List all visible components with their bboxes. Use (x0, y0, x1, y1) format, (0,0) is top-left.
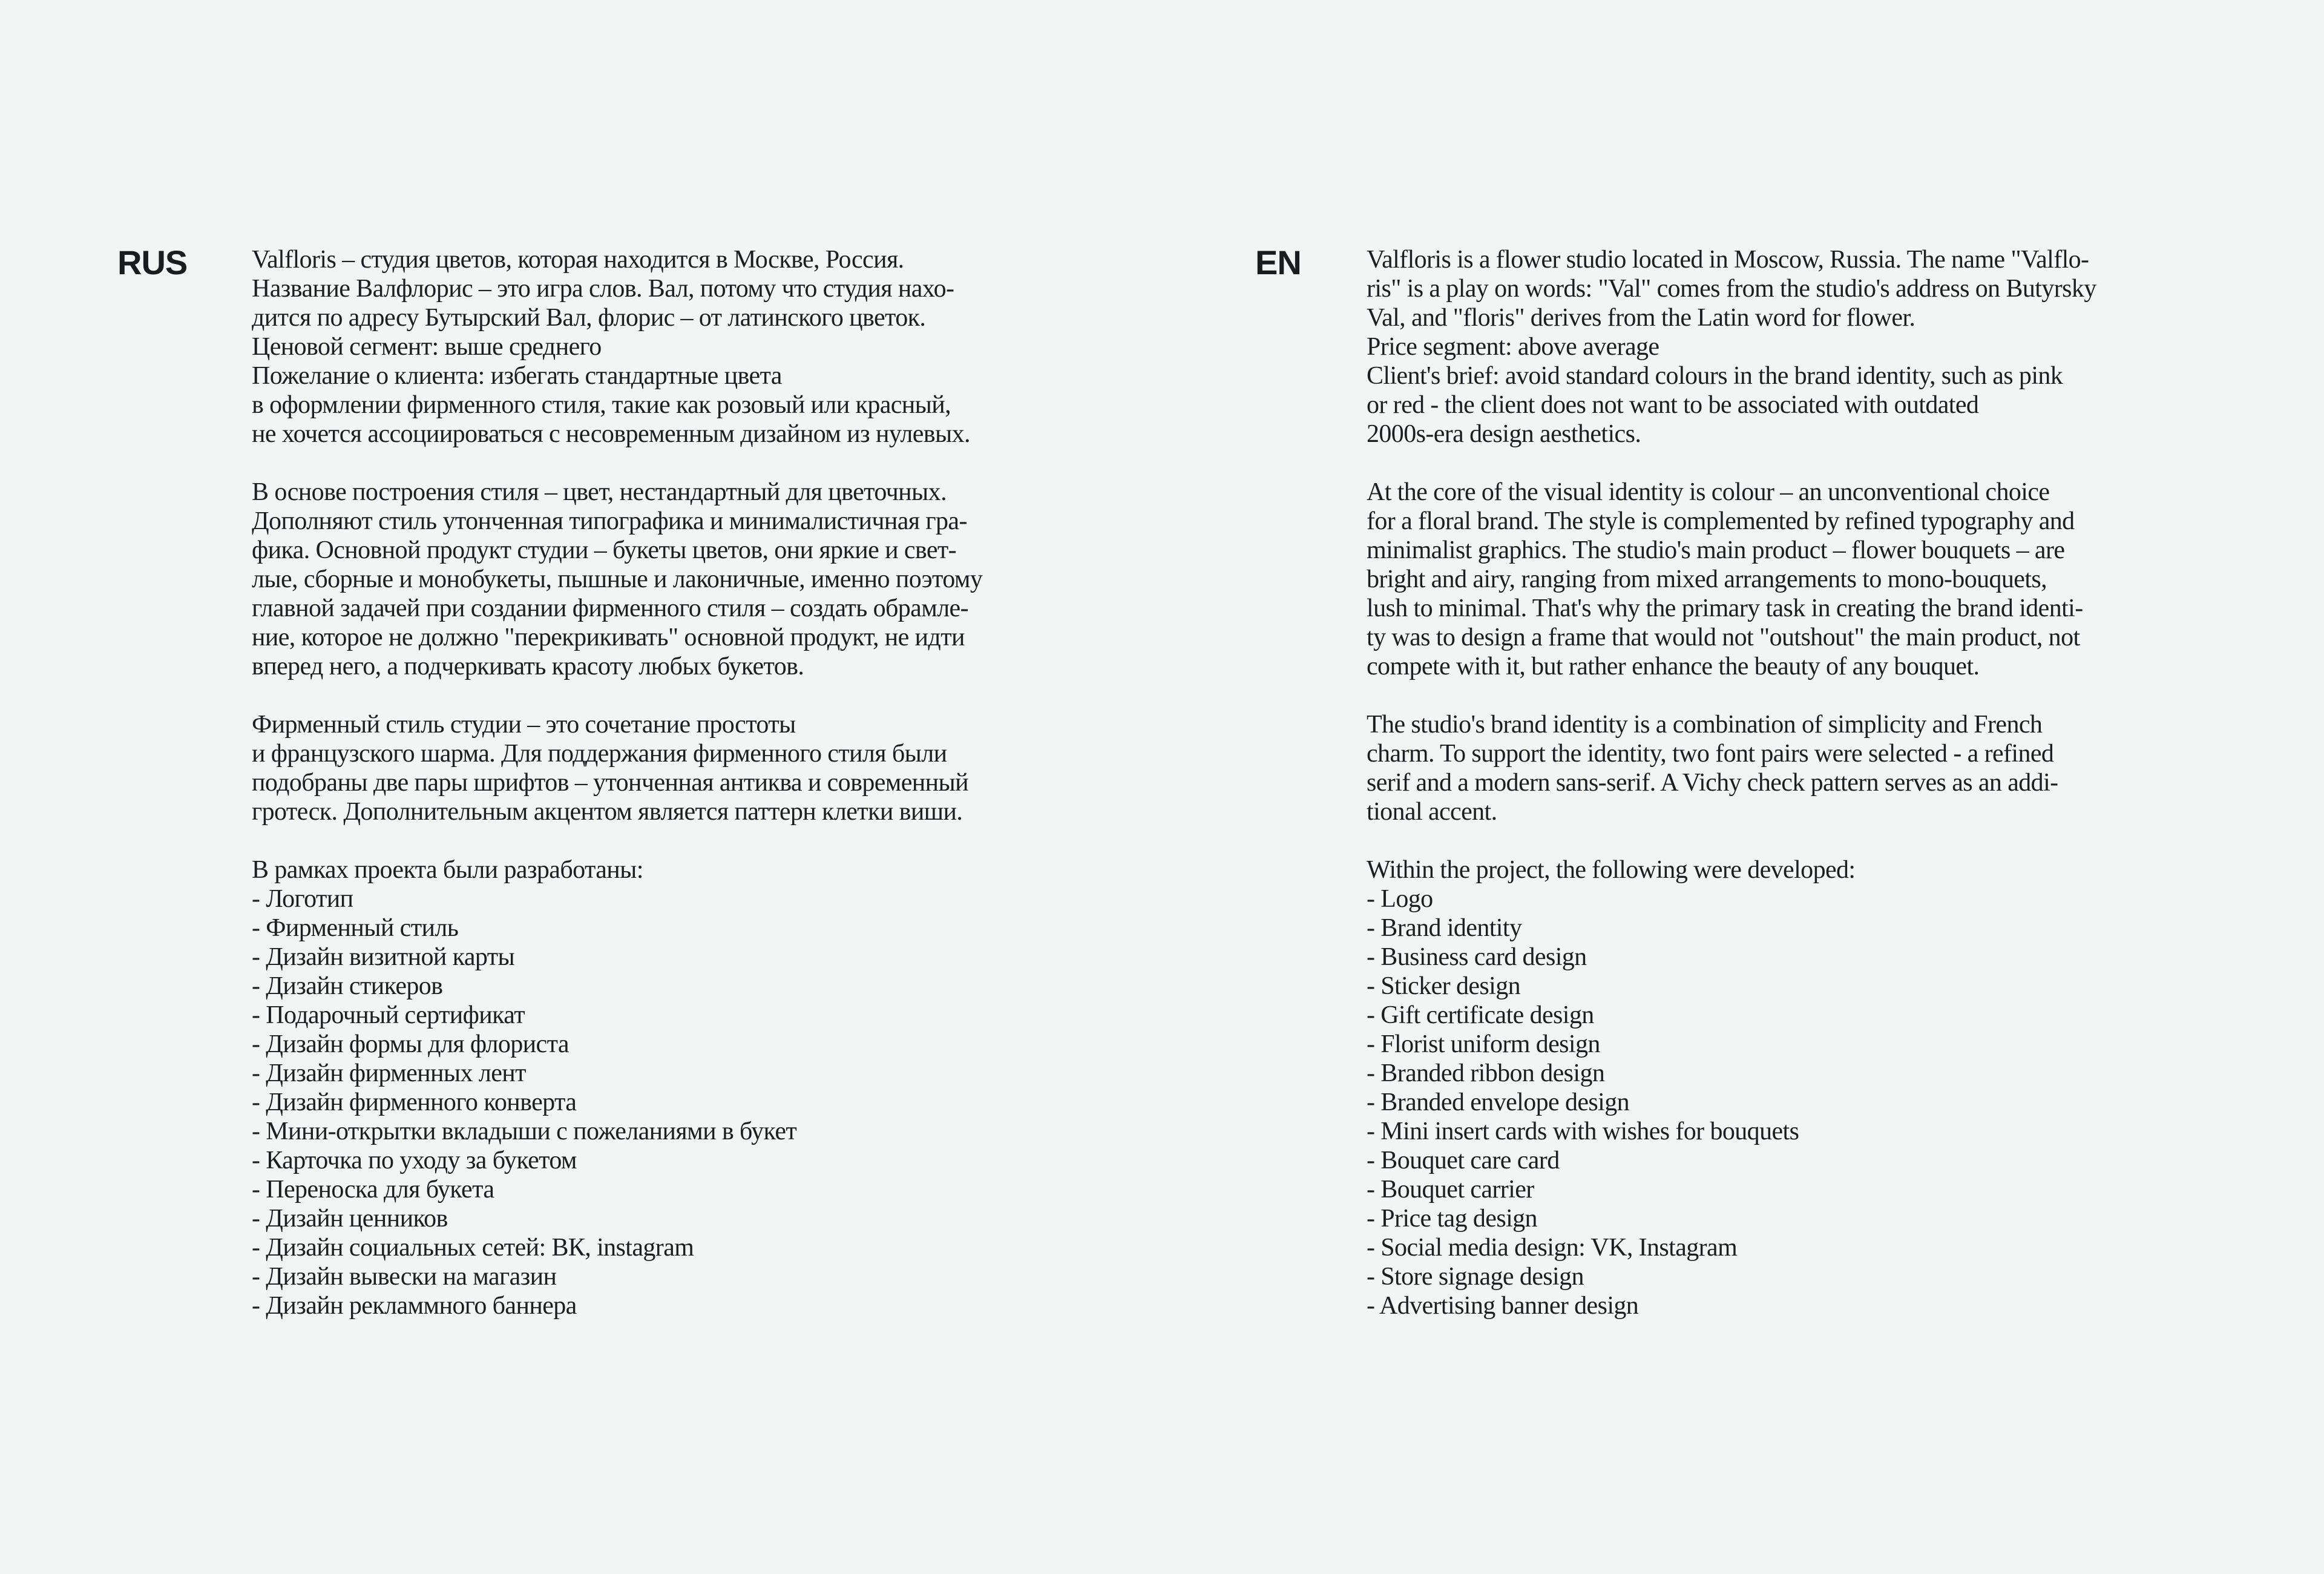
en-intro-line: Price segment: above average (1367, 333, 1659, 361)
en-concept-line: ty was to design a frame that would not "outshout" the main product, not (1367, 624, 2080, 651)
en-concept-line: bright and airy, ranging from mixed arrangements to mono-bouquets, (1367, 565, 2047, 593)
list-item: - Подарочный сертификат (252, 1001, 525, 1029)
en-concept-line: minimalist graphics. The studio's main product – flower bouquets – are (1367, 536, 2065, 564)
ru-identity-line: Фирменный стиль студии – это сочетание простоты (252, 711, 796, 739)
list-item: - Дизайн формы для флориста (252, 1030, 569, 1058)
list-item: - Store signage design (1367, 1263, 1584, 1291)
language-label-ru: RUS (117, 243, 188, 282)
list-item: - Дизайн стикеров (252, 972, 443, 1000)
list-item: - Мини-открытки вкладыши с пожеланиями в букет (252, 1118, 797, 1145)
en-intro-line: Val, and "floris" derives from the Latin word for flower. (1367, 304, 1915, 332)
ru-concept-line: фика. Основной продукт студии – букеты цветов, они яркие и свет- (252, 536, 957, 564)
en-deliverables-intro: Within the project, the following were developed: (1367, 856, 1856, 884)
ru-intro-line: Пожелание о клиента: избегать стандартные цвета (252, 362, 782, 390)
ru-identity-line: гротеск. Дополнительным акцентом является паттерн клетки виши. (252, 798, 963, 826)
list-item: - Business card design (1367, 943, 1587, 971)
en-intro-paragraph (1367, 245, 2226, 449)
en-identity-line: serif and a modern sans-serif. A Vichy check pattern serves as an addi- (1367, 769, 2058, 797)
russian-text-column (252, 245, 1111, 1320)
en-identity-line: tional accent. (1367, 798, 1497, 826)
ru-intro-line: Название Валфлорис – это игра слов. Вал, потому что студия нахо- (252, 275, 954, 303)
en-deliverables-list (1367, 884, 2226, 1320)
list-item: - Дизайн фирменных лент (252, 1059, 526, 1087)
list-item: - Sticker design (1367, 972, 1521, 1000)
list-item: - Social media design: VK, Instagram (1367, 1234, 1738, 1262)
ru-intro-paragraph (252, 245, 1111, 449)
list-item: - Карточка по уходу за букетом (252, 1147, 577, 1174)
ru-concept-line: ние, которое не должно "перекрикивать" основной продукт, не идти (252, 624, 965, 651)
en-identity-paragraph (1367, 710, 2226, 826)
ru-concept-line: главной задачей при создании фирменного стиля – создать обрамле- (252, 594, 968, 622)
ru-intro-line: Valfloris – студия цветов, которая находится в Москве, Россия. (252, 246, 904, 274)
en-intro-line: 2000s-era design aesthetics. (1367, 420, 1641, 448)
ru-concept-line: вперед него, а подчеркивать красоту любых букетов. (252, 653, 804, 680)
en-deliverables-block (1367, 855, 2226, 1320)
list-item: - Branded envelope design (1367, 1088, 1630, 1116)
list-item: - Advertising banner design (1367, 1292, 1639, 1320)
ru-concept-paragraph (252, 478, 1111, 681)
en-intro-line: Valfloris is a flower studio located in Moscow, Russia. The name "Valflo- (1367, 246, 2089, 274)
en-concept-line: At the core of the visual identity is colour – an unconventional choice (1367, 478, 2050, 506)
ru-intro-line: не хочется ассоциироваться с несовременным дизайном из нулевых. (252, 420, 970, 448)
en-intro-line: or red - the client does not want to be associated with outdated (1367, 391, 1979, 419)
ru-identity-line: подобраны две пары шрифтов – утонченная антиква и современный (252, 769, 969, 797)
ru-intro-line: дится по адресу Бутырский Вал, флорис – от латинского цветок. (252, 304, 926, 332)
ru-intro-line: Ценовой сегмент: выше среднего (252, 333, 602, 361)
list-item: - Дизайн вывески на магазин (252, 1263, 557, 1291)
list-item: - Дизайн социальных сетей: ВК, instagram (252, 1234, 694, 1262)
en-intro-line: ris" is a play on words: "Val" comes from the studio's address on Butyrsky (1367, 275, 2096, 303)
list-item: - Дизайн ценников (252, 1205, 448, 1233)
ru-concept-line: Дополняют стиль утонченная типографика и минималистичная гра- (252, 507, 967, 535)
language-label-en: EN (1255, 243, 1301, 282)
ru-concept-line: В основе построения стиля – цвет, нестандартный для цветочных. (252, 478, 947, 506)
en-identity-line: charm. To support the identity, two font pairs were selected - a refined (1367, 740, 2054, 768)
ru-deliverables-list (252, 884, 1111, 1320)
english-text-column (1367, 245, 2226, 1320)
ru-identity-line: и французского шарма. Для поддержания фирменного стиля были (252, 740, 947, 768)
en-concept-paragraph (1367, 478, 2226, 681)
list-item: - Bouquet carrier (1367, 1176, 1534, 1204)
en-concept-line: for a floral brand. The style is complemented by refined typography and (1367, 507, 2075, 535)
list-item: - Branded ribbon design (1367, 1059, 1605, 1087)
list-item: - Mini insert cards with wishes for bouquets (1367, 1118, 1799, 1145)
ru-concept-line: лые, сборные и монобукеты, пышные и лаконичные, именно поэтому (252, 565, 983, 593)
list-item: - Bouquet care card (1367, 1147, 1560, 1174)
list-item: - Дизайн рекламмного баннера (252, 1292, 577, 1320)
list-item: - Gift certificate design (1367, 1001, 1594, 1029)
list-item: - Brand identity (1367, 914, 1522, 942)
ru-deliverables-block (252, 855, 1111, 1320)
list-item: - Florist uniform design (1367, 1030, 1600, 1058)
en-concept-line: compete with it, but rather enhance the beauty of any bouquet. (1367, 653, 1980, 680)
list-item: - Price tag design (1367, 1205, 1537, 1233)
en-identity-line: The studio's brand identity is a combination of simplicity and French (1367, 711, 2043, 739)
list-item: - Переноска для букета (252, 1176, 494, 1204)
list-item: - Логотип (252, 885, 353, 913)
list-item: - Дизайн визитной карты (252, 943, 515, 971)
ru-identity-paragraph (252, 710, 1111, 826)
en-concept-line: lush to minimal. That's why the primary task in creating the brand identi- (1367, 594, 2083, 622)
ru-intro-line: в оформлении фирменного стиля, такие как розовый или красный, (252, 391, 951, 419)
list-item: - Logo (1367, 885, 1433, 913)
en-intro-line: Client's brief: avoid standard colours in the brand identity, such as pink (1367, 362, 2063, 390)
list-item: - Дизайн фирменного конверта (252, 1088, 577, 1116)
list-item: - Фирменный стиль (252, 914, 459, 942)
ru-deliverables-intro: В рамках проекта были разработаны: (252, 856, 643, 884)
